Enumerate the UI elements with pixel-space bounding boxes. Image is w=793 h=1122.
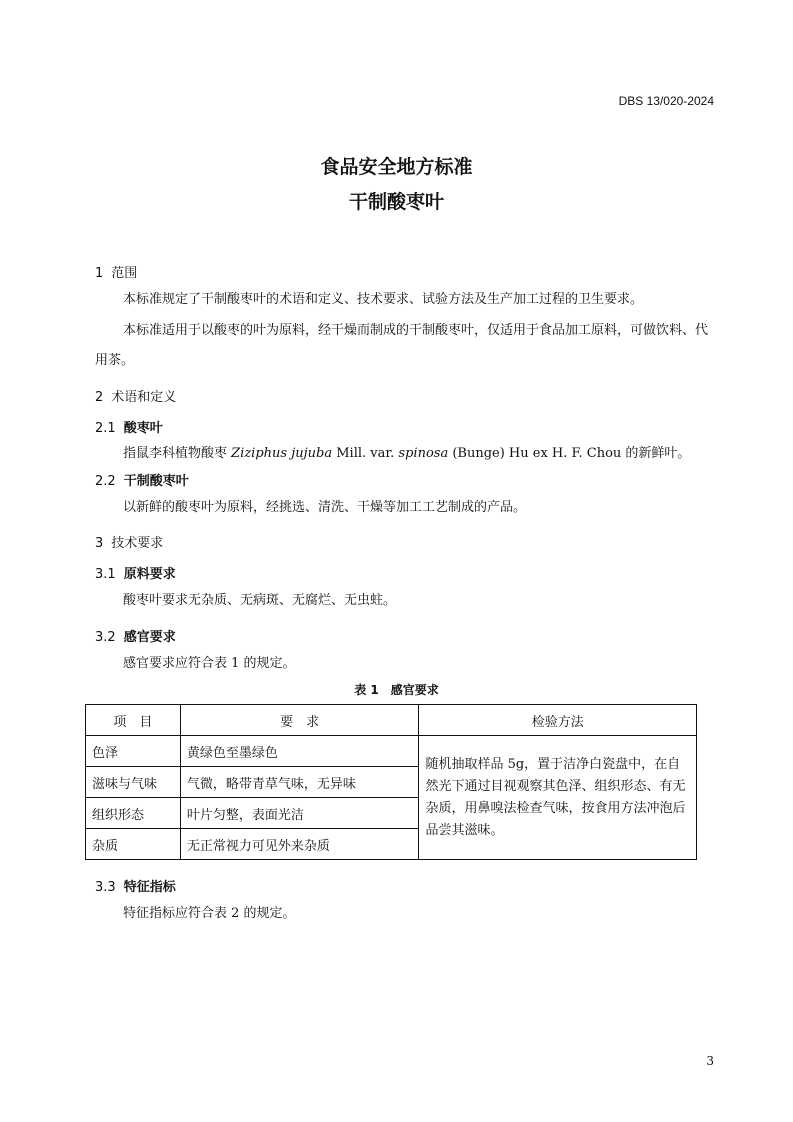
section-2-2-paragraph: 以新鲜的酸枣叶为原料，经挑选、清洗、干燥等加工工艺制成的产品。 bbox=[123, 500, 527, 515]
table-header-row bbox=[86, 705, 697, 736]
section-3-3-heading bbox=[95, 876, 176, 895]
page-number: 3 bbox=[706, 1054, 714, 1068]
row-requirement: 无正常视力可见外来杂质 bbox=[180, 829, 419, 860]
section-number: 2.1 bbox=[95, 421, 116, 436]
section-title: 原料要求 bbox=[123, 567, 176, 582]
section-3-3-paragraph: 特征指标应符合表 2 的规定。 bbox=[123, 906, 296, 921]
section-number: 1 bbox=[95, 266, 104, 281]
section-title: 范围 bbox=[111, 266, 138, 281]
section-number: 3.2 bbox=[95, 630, 116, 645]
row-requirement: 黄绿色至墨绿色 bbox=[180, 736, 419, 767]
section-1-heading bbox=[95, 262, 137, 281]
section-3-1-heading bbox=[95, 563, 176, 582]
row-item: 色泽 bbox=[86, 736, 181, 767]
section-1-paragraph-1: 本标准规定了干制酸枣叶的术语和定义、技术要求、试验方法及生产加工过程的卫生要求。 bbox=[123, 292, 644, 307]
row-item: 滋味与气味 bbox=[86, 767, 181, 798]
section-2-heading bbox=[95, 386, 176, 405]
section-title: 干制酸枣叶 bbox=[123, 474, 189, 489]
document-subtitle: 干制酸枣叶 bbox=[348, 191, 444, 213]
section-3-1-paragraph: 酸枣叶要求无杂质、无病斑、无腐烂、无虫蛀。 bbox=[123, 593, 397, 608]
section-number: 3 bbox=[95, 536, 104, 551]
row-requirement: 气微，略带青草气味，无异味 bbox=[180, 767, 419, 798]
section-title: 特征指标 bbox=[123, 880, 176, 895]
section-3-2-paragraph: 感官要求应符合表 1 的规定。 bbox=[123, 656, 296, 671]
section-title: 感官要求 bbox=[123, 630, 176, 645]
section-title: 酸枣叶 bbox=[123, 421, 163, 436]
row-item: 杂质 bbox=[86, 829, 181, 860]
header-test-method: 检验方法 bbox=[419, 705, 697, 736]
latin-variety: spinosa bbox=[398, 446, 449, 461]
header-item: 项 目 bbox=[86, 705, 181, 736]
row-item: 组织形态 bbox=[86, 798, 181, 829]
document-id: DBS 13/020-2024 bbox=[618, 94, 714, 108]
test-method-cell: 随机抽取样品 5g，置于洁净白瓷盘中，在自然光下通过目视观察其色泽、组织形态、有无杂质，用鼻嗅法检查气味，按食用方法冲泡后品尝其滋味。 bbox=[419, 736, 697, 860]
document-title: 食品安全地方标准 bbox=[320, 156, 473, 178]
row-requirement: 叶片匀整，表面光洁 bbox=[180, 798, 419, 829]
section-title: 术语和定义 bbox=[111, 390, 177, 405]
latin-genus: Ziziphus jujuba bbox=[231, 446, 333, 461]
section-3-heading bbox=[95, 532, 163, 551]
section-3-2-heading bbox=[95, 626, 176, 645]
section-number: 2 bbox=[95, 390, 104, 405]
section-2-2-heading bbox=[95, 470, 189, 489]
section-1-paragraph-2: 本标准适用于以酸枣的叶为原料，经干燥而制成的干制酸枣叶，仅适用于食品加工原料，可做饮料、代用茶。 bbox=[95, 323, 709, 368]
header-requirement: 要 求 bbox=[180, 705, 419, 736]
section-2-1-heading bbox=[95, 417, 163, 436]
section-number: 3.3 bbox=[95, 880, 116, 895]
section-number: 2.2 bbox=[95, 474, 116, 489]
section-number: 3.1 bbox=[95, 567, 116, 582]
sensory-requirements-table bbox=[85, 704, 697, 860]
section-title: 技术要求 bbox=[111, 536, 164, 551]
section-2-1-paragraph: 指鼠李科植物酸枣 Ziziphus jujuba Mill. var. spinosa (Bunge) Hu ex H. F. Chou 的新鲜叶。 bbox=[123, 446, 691, 461]
table-1-caption: 表 1 感官要求 bbox=[354, 683, 439, 697]
table-row bbox=[86, 736, 697, 767]
